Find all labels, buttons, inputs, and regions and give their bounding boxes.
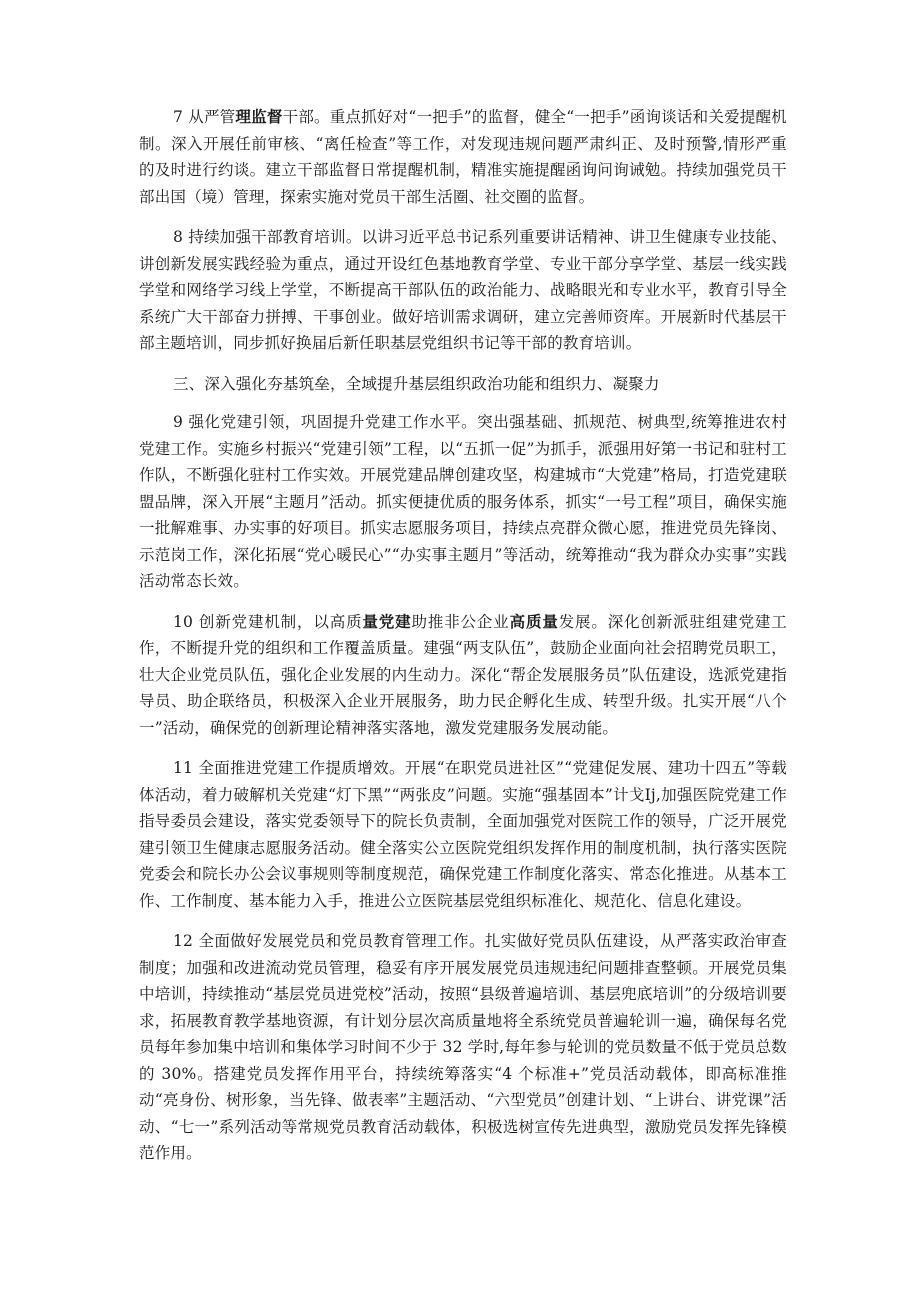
document-page bbox=[139, 104, 787, 1181]
paragraph-10 bbox=[139, 609, 787, 742]
paragraph-7 bbox=[139, 104, 787, 210]
paragraph-10-body: 发展。深化创新派驻组建党建工作，不断提升党的组织和工作覆盖质量。建强“两支队伍”，鼓励企业面向社会招聘党员职工，壮大企业党员队伍，强化企业发展的内生动力。深化“帮企发展服务员”队伍建设，选派党建指导员、助企联络员，积极深入企业开展服务，助力民企孵化生成、转型升级。扎实开展“八个一”活动，确保党的创新理论精神落实落地，激发党建服务发展动能。 bbox=[139, 612, 787, 737]
paragraph-7-body: 干部。重点抓好对“一把手”的监督，健全“一把手”函询谈话和关爱提醒机制。深入开展任前审核、“离任检查”等工作，对发现违规问题严肃纠正、及时预警,情形严重的及时进行约谈。建立干部监督日常提醒机制，精准实施提醒函询问询诫勉。持续加强党员干部出国（境）管理，探索实施对党员干部生活圈、社交圈的监督。 bbox=[139, 108, 787, 206]
paragraph-12: 12 全面做好发展党员和党员教育管理工作。扎实做好党员队伍建设，从严落实政治审查制度；加强和改进流动党员管理，稳妥有序开展发展党员违规违纪问题排查整顿。开展党员集中培训，持续推动“基层党员进党校”活动，按照“县级普遍培训、基层兜底培训”的分级培训要求，拓展教育教学基地资源，有计划分层次高质量地将全系统党员普遍轮训一遍，确保每名党员每年参加集中培训和集体学习时间不少于 32 学时,每年参与轮训的党员数量不低于党员总数的 30%。搭建党员发挥作用平台，持续统筹落实“4 个标准+”党员活动载体，即高标准推动“亮身份、树形象，当先锋、做表率”主题活动、“六型党员”创建计划、“上讲台、讲党课”活动、“七一”系列活动等常规党员教育活动载体，积极选树宣传先进典型，激励党员发挥先锋模范作用。 bbox=[139, 932, 787, 1162]
paragraph-7-emphasis: 理监督 bbox=[235, 107, 283, 126]
paragraph-10-emphasis-2: 高质量 bbox=[509, 611, 559, 631]
paragraph-10-lead: 10 创新党建机制，以高质 bbox=[173, 612, 363, 631]
paragraph-9: 9 强化党建引领，巩固提升党建工作水平。突出强基础、抓规范、树典型,统筹推进农村党建工作。实施乡村振兴“党建引领”工程，以“五抓一促”为抓手，派强用好第一书记和驻村工作队，不断强化驻村工作实效。开展党建品牌创建攻坚，构建城市“大党建”格局，打造党建联盟品牌，深入开展“主题月”活动。抓实便捷优质的服务体系，抓实“一号工程”项目，确保实施一批解难事、办实事的好项目。抓实志愿服务项目，持续点亮群众微心愿，推进党员先锋岗、示范岗工作，深化拓展“党心暖民心”“办实事主题月”等活动，统筹推动“我为群众办实事”实践活动常态长效。 bbox=[139, 413, 787, 590]
paragraph-10-mid: 助推非公企业 bbox=[411, 612, 510, 631]
paragraph-7-lead: 7 从严管 bbox=[173, 108, 236, 126]
paragraph-11: 11 全面推进党建工作提质增效。开展“在职党员进社区”“党建促发展、建功十四五”等载体活动，着力破解机关党建“灯下黑”“两张皮”问题。实施“强基固本”计戈Ij,加强医院党建工作指导委员会建设，落实党委领导下的院长负责制，全面加强党对医院工作的领导，广泛开展党建引领卫生健康志愿服务活动。健全落实公立医院党组织发挥作用的制度机制，执行落实医院党委会和院长办公会议事规则等制度规范，确保党建工作制度化落实、常态化推进。从基本工作、工作制度、基本能力入手，推进公立医院基层党组织标准化、规范化、信息化建设。 bbox=[139, 759, 787, 910]
paragraph-10-emphasis-1: 量党建 bbox=[362, 611, 412, 631]
section-heading-3: 三、深入强化夯基筑垒，全域提升基层组织政治功能和组织力、凝聚力 bbox=[173, 374, 660, 393]
paragraph-8: 8 持续加强干部教育培训。以讲习近平总书记系列重要讲话精神、讲卫生健康专业技能、讲创新发展实践经验为重点，通过开设红色基地教育学堂、专业干部分享学堂、基层一线实践学堂和网络学习线上学堂，不断提高干部队伍的政治能力、战略眼光和专业水平，教育引导全系统广大干部奋力拼搏、干事创业。做好培训需求调研，建立完善师资库。开展新时代基层干部主题培训，同步抓好换届后新任职基层党组织书记等干部的教育培训。 bbox=[139, 228, 787, 352]
